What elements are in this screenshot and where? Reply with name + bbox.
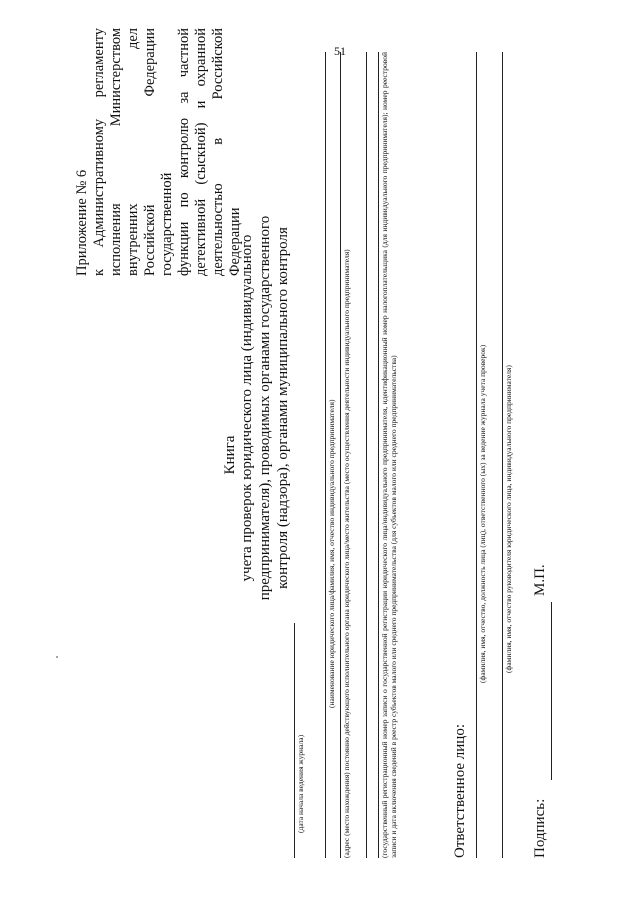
stamp-label: М.П. xyxy=(532,564,548,596)
start-date-caption: (дата начала ведения журнала) xyxy=(296,734,305,833)
name-line[interactable] xyxy=(325,52,326,858)
appendix-line: функции по контролю за частной xyxy=(176,28,192,276)
book-word: Книга xyxy=(222,435,238,475)
registration-line-top[interactable] xyxy=(366,52,367,858)
start-date-line[interactable] xyxy=(294,623,295,858)
head-caption: (фамилия, имя, отчество руководителя юридического лица, индивидуального предпринимателя) xyxy=(504,365,513,673)
appendix-title: Приложение № 6 xyxy=(74,169,90,276)
responsible-line[interactable] xyxy=(476,52,477,858)
appendix-line: деятельностью в Российской Федерации xyxy=(210,28,243,276)
address-caption: (адрес (место нахождения) постоянно действующего исполнительного органа юридического лица/место жительства (место осуществления деятельности индивидуального предпринимателя) xyxy=(342,249,351,858)
signature-line[interactable] xyxy=(551,602,552,780)
page-number: 51 xyxy=(334,44,346,58)
address-line[interactable] xyxy=(340,52,341,858)
appendix-block xyxy=(74,28,244,276)
book-title-line: учета проверок юридического лица (индивидуального xyxy=(239,234,255,582)
speck-mark xyxy=(56,656,58,658)
appendix-line: детективной (сыскной) и охранной xyxy=(193,28,209,276)
appendix-line: к Административному регламенту xyxy=(91,28,107,276)
book-title-line: контроля (надзора), органами муниципального контроля xyxy=(275,227,291,589)
responsible-label: Ответственное лицо: xyxy=(452,724,468,858)
registration-caption: (государственный регистрационный номер записи о государственной регистрации юридического лица/индивидуального предпринимателя, идентификационный номер налогоплательщика (для индивидуального предпринимателя); номер реестровой записи и дата включения сведений в реестр субъектов малого или среднего предпринимательства (для субъектов малого или среднего предпринимательства) xyxy=(380,52,398,858)
appendix-line: исполнения Министерством внутренних дел xyxy=(108,28,141,276)
name-caption: (наименование юридического лица/фамилия, имя, отчество индивидуального предпринимателя) xyxy=(327,399,336,708)
signature-label: Подпись: xyxy=(532,798,548,858)
responsible-caption: (фамилия, имя, отчество, должность лица (лиц), ответственного (ых) за ведение журнала учета проверок) xyxy=(478,344,487,683)
head-line[interactable] xyxy=(502,52,503,858)
book-title-line: предпринимателя), проводимых органами государственного xyxy=(257,215,273,601)
book-title xyxy=(238,158,292,658)
appendix-line: Российской Федерации государственной xyxy=(142,28,175,276)
registration-line[interactable] xyxy=(378,52,379,858)
